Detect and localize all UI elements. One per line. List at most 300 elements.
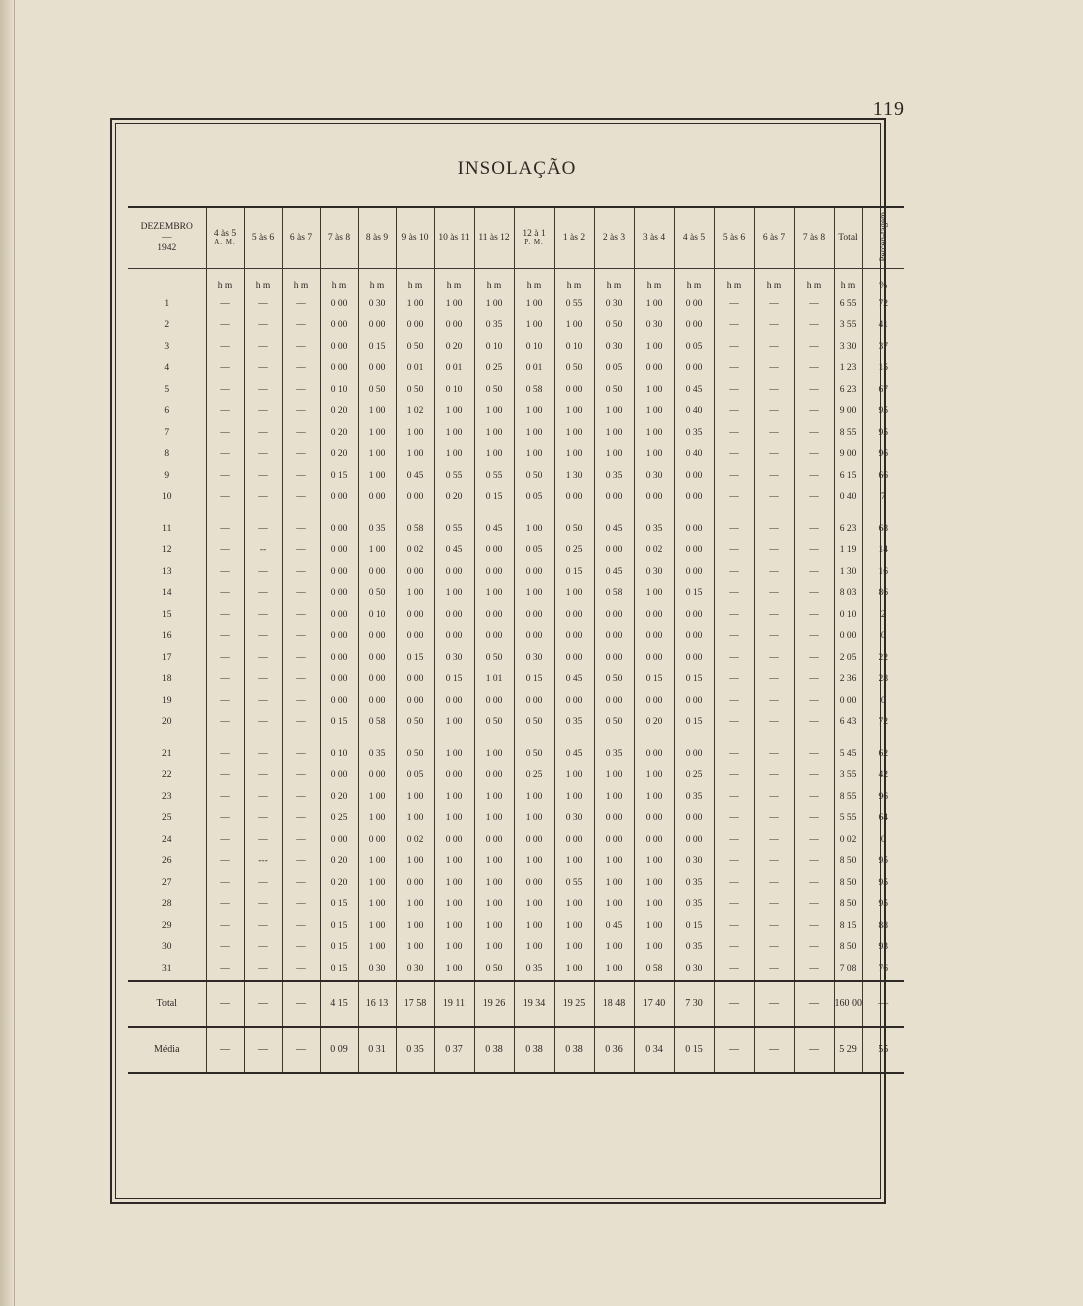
total-value: 17 40 [634, 981, 674, 1027]
hour-value: 0 00 [674, 743, 714, 765]
media-value: — [754, 1027, 794, 1073]
hour-value: 0 00 [396, 487, 434, 509]
hour-column-header [674, 207, 714, 269]
day-number: 18 [162, 674, 172, 685]
hour-value: 0 55 [554, 293, 594, 315]
hour-value: 1 00 [634, 379, 674, 401]
hour-value: 0 35 [674, 937, 714, 959]
hour-value: 1 00 [594, 958, 634, 981]
hour-value: — [754, 358, 794, 380]
hour-value: 0 00 [434, 561, 474, 583]
media-value: 0 35 [396, 1027, 434, 1073]
hour-value: 0 00 [634, 487, 674, 509]
hour-value: 0 00 [320, 829, 358, 851]
hour-value: 0 00 [396, 604, 434, 626]
hour-value: — [244, 743, 282, 765]
hour-value: — [714, 358, 754, 380]
hour-value: 0 00 [434, 315, 474, 337]
hour-value: 0 00 [396, 872, 434, 894]
hour-value: — [244, 894, 282, 916]
hour-value: 1 00 [634, 422, 674, 444]
hour-value: 0 35 [474, 315, 514, 337]
hour-value: 1 00 [474, 743, 514, 765]
percentage-value: 15 [862, 358, 904, 380]
hour-value: 0 00 [358, 647, 396, 669]
hour-value: 0 45 [594, 518, 634, 540]
hour-value: 1 00 [434, 851, 474, 873]
hour-value: — [794, 583, 834, 605]
hour-range-label: 7 às 8 [802, 232, 826, 243]
hour-value: — [714, 487, 754, 509]
hour-value: 0 00 [474, 690, 514, 712]
hour-value: 0 00 [358, 487, 396, 509]
hour-value: 0 55 [434, 465, 474, 487]
hour-value: 0 00 [634, 626, 674, 648]
hour-value: 1 00 [474, 444, 514, 466]
hour-range-label: 8 às 9 [365, 232, 389, 243]
table-row [128, 518, 934, 540]
hour-value: 0 30 [514, 647, 554, 669]
table-row [128, 604, 934, 626]
hour-value: 0 45 [594, 561, 634, 583]
percentage-value: 66 [862, 465, 904, 487]
hour-value: 0 00 [554, 604, 594, 626]
hour-value: — [282, 518, 320, 540]
hour-value: — [794, 872, 834, 894]
table-row [128, 808, 934, 830]
hour-value: 1 00 [514, 422, 554, 444]
hour-column-header [634, 207, 674, 269]
hour-value: — [206, 851, 244, 873]
hour-value: — [754, 583, 794, 605]
percentage-value: 7 [862, 487, 904, 509]
percentage-value: 95 [862, 894, 904, 916]
total-value: — [282, 981, 320, 1027]
hour-value: 0 55 [474, 465, 514, 487]
hour-value: 0 50 [358, 583, 396, 605]
hour-value: — [714, 829, 754, 851]
hour-value: — [244, 561, 282, 583]
hour-value: — [714, 626, 754, 648]
hour-value: 1 02 [396, 401, 434, 423]
hour-value: 1 00 [474, 583, 514, 605]
hour-value: — [754, 915, 794, 937]
hour-value: — [754, 786, 794, 808]
percentage-value: 95 [862, 851, 904, 873]
hour-range-label: 4 às 5 [213, 228, 237, 239]
hour-value: 1 00 [514, 518, 554, 540]
hour-value: — [206, 540, 244, 562]
hour-value: 0 00 [594, 626, 634, 648]
hour-value: — [714, 669, 754, 691]
hour-value: — [282, 743, 320, 765]
table-row [128, 444, 934, 466]
day-number: 21 [162, 748, 172, 759]
hour-value: 1 00 [514, 894, 554, 916]
hour-value: 0 00 [396, 690, 434, 712]
hour-value: 1 00 [594, 786, 634, 808]
hour-value: 0 00 [320, 647, 358, 669]
hour-value: 0 00 [320, 540, 358, 562]
day-number: 22 [162, 770, 172, 781]
hour-value: 0 50 [594, 315, 634, 337]
percentage-label: Percen-tagem [877, 211, 888, 262]
percentage-value: 41 [862, 315, 904, 337]
hour-value: — [794, 422, 834, 444]
hour-range-label: 1 às 2 [562, 232, 586, 243]
hour-value: 0 45 [396, 465, 434, 487]
table-row [128, 851, 934, 873]
hour-value: 0 30 [594, 336, 634, 358]
hour-value: — [754, 829, 794, 851]
hour-value: 1 00 [634, 293, 674, 315]
hour-value: — [282, 829, 320, 851]
period-label: P. M. [524, 238, 544, 247]
day-number: 27 [162, 877, 172, 888]
hour-value: 0 00 [474, 561, 514, 583]
hour-value: 0 50 [396, 743, 434, 765]
hour-value: 0 35 [554, 712, 594, 734]
hour-value: 0 00 [396, 561, 434, 583]
hour-value: — [754, 872, 794, 894]
hour-value: 0 30 [434, 647, 474, 669]
hour-value: — [794, 808, 834, 830]
hour-value: — [206, 808, 244, 830]
table-row [128, 712, 934, 734]
hour-value: 0 00 [634, 647, 674, 669]
hour-value: — [754, 690, 794, 712]
hour-value: 1 00 [434, 915, 474, 937]
percentage-value: 96 [862, 786, 904, 808]
table-row [128, 487, 934, 509]
hour-value: 0 00 [554, 626, 594, 648]
hour-value: 1 00 [434, 872, 474, 894]
hour-value: 0 58 [594, 583, 634, 605]
hour-value: — [244, 872, 282, 894]
hour-value: 1 00 [434, 743, 474, 765]
total-value: 160 00 [834, 981, 862, 1027]
hour-value: 0 00 [674, 358, 714, 380]
hour-value: — [206, 293, 244, 315]
hour-value: 0 30 [554, 808, 594, 830]
hour-value: 0 00 [474, 540, 514, 562]
hour-range-label: 12 à 1 [522, 228, 546, 239]
hour-column-header [834, 207, 862, 269]
hour-value: 0 58 [358, 712, 396, 734]
table-row [128, 315, 934, 337]
hour-value: — [206, 626, 244, 648]
total-value: — [794, 981, 834, 1027]
hour-value: 0 00 [320, 358, 358, 380]
hour-value: 1 00 [594, 872, 634, 894]
hour-value: 0 00 [474, 604, 514, 626]
hour-value: 1 00 [554, 915, 594, 937]
hour-column-header [754, 207, 794, 269]
hour-value: — [714, 808, 754, 830]
unit-hm: h m [396, 269, 434, 294]
hour-value: 0 35 [358, 743, 396, 765]
hour-value: --- [244, 851, 282, 873]
hour-value: -- [244, 540, 282, 562]
hour-value: 0 35 [674, 872, 714, 894]
hour-value: — [794, 669, 834, 691]
hour-value: 0 00 [358, 358, 396, 380]
media-value: — [282, 1027, 320, 1073]
hour-value: — [714, 315, 754, 337]
hour-value: 0 00 [674, 690, 714, 712]
period-label: A. M. [214, 238, 236, 247]
hour-value: 0 00 [474, 829, 514, 851]
hour-value: — [754, 315, 794, 337]
unit-hm: h m [206, 269, 244, 294]
hour-value: 3 30 [834, 336, 862, 358]
day-number: 26 [162, 856, 172, 867]
hour-value: 1 00 [634, 915, 674, 937]
hour-value: 1 00 [434, 422, 474, 444]
hour-value: 0 00 [320, 669, 358, 691]
hour-value: 1 00 [434, 894, 474, 916]
hour-value: — [206, 743, 244, 765]
hour-value: — [244, 915, 282, 937]
insolation-table [128, 206, 934, 1074]
hour-value: 0 00 [634, 829, 674, 851]
total-value: 19 11 [434, 981, 474, 1027]
hour-value: 8 15 [834, 915, 862, 937]
hour-value: 0 00 [396, 626, 434, 648]
hour-value: — [794, 336, 834, 358]
hour-value: 1 00 [634, 851, 674, 873]
hour-value: 0 58 [396, 518, 434, 540]
hour-value: 6 23 [834, 518, 862, 540]
hour-value: — [282, 851, 320, 873]
hour-value: 1 00 [514, 315, 554, 337]
hour-value: 0 00 [554, 829, 594, 851]
hour-value: 0 00 [396, 669, 434, 691]
hour-value: 0 50 [474, 958, 514, 981]
media-value: 0 36 [594, 1027, 634, 1073]
day-number: 12 [162, 545, 172, 556]
hour-value: 0 15 [554, 561, 594, 583]
hour-value: 0 15 [634, 669, 674, 691]
hour-value: 0 30 [634, 561, 674, 583]
day-number: 5 [164, 384, 170, 395]
hour-value: 1 00 [396, 808, 434, 830]
unit-hm: h m [794, 269, 834, 294]
hour-value: — [206, 422, 244, 444]
hour-value: — [244, 647, 282, 669]
hour-column-header [434, 207, 474, 269]
hour-value: 0 00 [514, 690, 554, 712]
hour-value: 0 00 [674, 518, 714, 540]
hour-value: 0 30 [674, 851, 714, 873]
day-number: 6 [164, 406, 170, 417]
hour-range-label: 7 às 8 [327, 232, 351, 243]
table-row [128, 465, 934, 487]
hour-value: — [794, 358, 834, 380]
hour-value: 0 10 [554, 336, 594, 358]
hour-value: 0 45 [474, 518, 514, 540]
hour-value: 0 55 [434, 518, 474, 540]
hour-value: 6 43 [834, 712, 862, 734]
hour-value: 1 00 [514, 401, 554, 423]
hour-value: — [794, 626, 834, 648]
month-label: DEZEMBRO [140, 222, 193, 233]
hour-value: 0 50 [396, 379, 434, 401]
hour-value: 0 25 [474, 358, 514, 380]
hour-value: 0 00 [594, 487, 634, 509]
hour-value: 0 00 [514, 561, 554, 583]
hour-value: — [754, 626, 794, 648]
hour-value: 0 35 [358, 518, 396, 540]
hour-column-header [320, 207, 358, 269]
hour-value: 1 00 [474, 808, 514, 830]
percentage-value: 0 [862, 829, 904, 851]
hour-value: 6 15 [834, 465, 862, 487]
hour-value: — [754, 401, 794, 423]
table-row [128, 540, 934, 562]
table-title: INSOLAÇÃO [457, 158, 577, 179]
total-value: — [244, 981, 282, 1027]
hour-value: — [206, 336, 244, 358]
hour-value: — [714, 712, 754, 734]
hour-value: 0 15 [320, 465, 358, 487]
hour-value: — [794, 851, 834, 873]
hour-value: 1 00 [514, 786, 554, 808]
unit-hm: h m [434, 269, 474, 294]
hour-value: 0 50 [514, 743, 554, 765]
hour-value: 0 00 [474, 626, 514, 648]
hour-value: 2 05 [834, 647, 862, 669]
percentage-header [862, 207, 904, 269]
hour-value: — [714, 915, 754, 937]
hour-value: — [206, 647, 244, 669]
hour-value: — [282, 690, 320, 712]
hour-value: — [244, 626, 282, 648]
hour-column-header [594, 207, 634, 269]
hour-value: 0 30 [594, 293, 634, 315]
hour-value: 9 00 [834, 401, 862, 423]
hour-value: 0 20 [320, 872, 358, 894]
hour-value: — [244, 604, 282, 626]
hour-value: 0 10 [358, 604, 396, 626]
hour-value: — [794, 829, 834, 851]
hour-value: 0 00 [594, 690, 634, 712]
hour-value: 2 36 [834, 669, 862, 691]
hour-value: 0 15 [396, 647, 434, 669]
hour-value: 1 00 [634, 872, 674, 894]
table-row [128, 872, 934, 894]
hour-value: — [282, 712, 320, 734]
hour-value: 1 00 [434, 786, 474, 808]
hour-value: 1 00 [594, 851, 634, 873]
hour-value: — [754, 958, 794, 981]
day-number: 3 [164, 341, 170, 352]
table-row [128, 336, 934, 358]
hour-value: 0 20 [434, 336, 474, 358]
hour-value: 1 00 [514, 808, 554, 830]
hour-value: 0 50 [396, 712, 434, 734]
hour-value: 0 50 [594, 379, 634, 401]
hour-value: 0 01 [514, 358, 554, 380]
percentage-value: 88 [862, 915, 904, 937]
percentage-value: 72 [862, 293, 904, 315]
hour-value: 0 00 [674, 829, 714, 851]
hour-value: 0 05 [674, 336, 714, 358]
hour-value: — [754, 765, 794, 787]
media-value: — [244, 1027, 282, 1073]
hour-value: 6 23 [834, 379, 862, 401]
hour-value: 0 00 [634, 743, 674, 765]
hour-value: — [282, 894, 320, 916]
hour-value: — [714, 765, 754, 787]
hour-value: — [282, 808, 320, 830]
day-number: 19 [162, 695, 172, 706]
hour-value: — [244, 829, 282, 851]
hour-value: 0 00 [594, 829, 634, 851]
unit-hm: h m [714, 269, 754, 294]
hour-value: 1 00 [554, 851, 594, 873]
hour-value: — [714, 937, 754, 959]
hour-value: 0 35 [674, 894, 714, 916]
percentage-value: 2 [862, 604, 904, 626]
hour-value: 1 00 [554, 315, 594, 337]
hour-value: — [244, 336, 282, 358]
month-year-header [128, 207, 206, 269]
hour-value: 1 00 [634, 937, 674, 959]
hour-value: 0 00 [320, 336, 358, 358]
hour-column-header [244, 207, 282, 269]
hour-value: — [714, 336, 754, 358]
hour-value: 0 30 [396, 958, 434, 981]
unit-hm: h m [474, 269, 514, 294]
hour-value: 0 00 [434, 626, 474, 648]
hour-value: — [794, 894, 834, 916]
hour-value: 0 00 [358, 669, 396, 691]
hour-value: 0 00 [594, 540, 634, 562]
media-value: — [794, 1027, 834, 1073]
total-value: — [754, 981, 794, 1027]
hour-value: 1 00 [634, 786, 674, 808]
media-value: 0 38 [514, 1027, 554, 1073]
unit-hm: h m [634, 269, 674, 294]
hour-value: — [754, 712, 794, 734]
hour-value: 0 30 [634, 315, 674, 337]
hour-range-label: 6 às 7 [762, 232, 786, 243]
hour-value: — [244, 958, 282, 981]
hour-value: 0 00 [358, 829, 396, 851]
total-value: 17 58 [396, 981, 434, 1027]
media-value: — [714, 1027, 754, 1073]
hour-value: 0 20 [320, 401, 358, 423]
hour-range-label: 11 às 12 [478, 232, 510, 243]
unit-hm: h m [674, 269, 714, 294]
hour-value: 0 50 [358, 379, 396, 401]
hour-value: 0 00 [320, 765, 358, 787]
hour-value: 0 45 [674, 379, 714, 401]
hour-value: — [282, 444, 320, 466]
hour-value: 0 00 [834, 690, 862, 712]
hour-value: — [206, 518, 244, 540]
hour-value: 0 00 [320, 583, 358, 605]
table-row [128, 743, 934, 765]
hour-range-label: 2 às 3 [602, 232, 626, 243]
hour-column-header [206, 207, 244, 269]
hour-value: 1 00 [434, 937, 474, 959]
hour-value: — [794, 487, 834, 509]
table-row [128, 422, 934, 444]
hour-value: — [282, 583, 320, 605]
hour-value: — [794, 540, 834, 562]
